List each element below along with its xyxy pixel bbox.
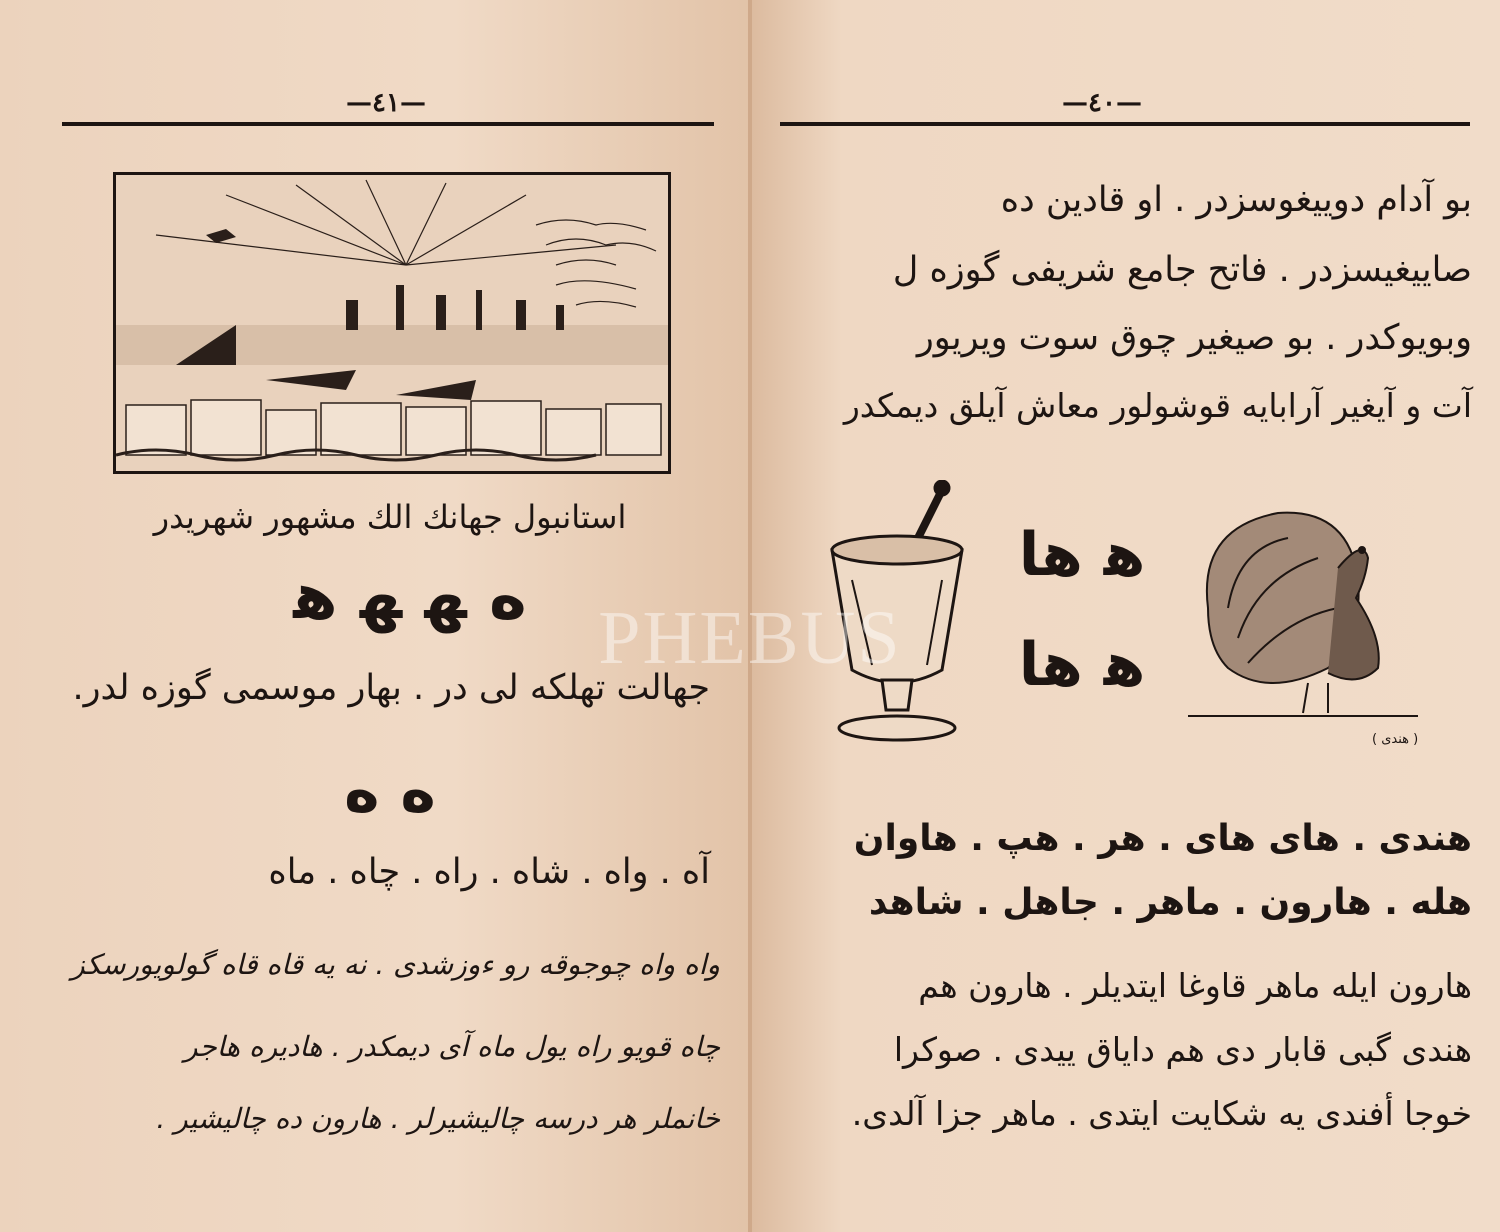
- letter-forms-top: ﻫ ﻫﺎ: [1018, 520, 1146, 590]
- page-number: —٤٠—: [1062, 88, 1142, 118]
- text-line: وبويوكدر . بو صيغير چوق سوت ويريور: [916, 318, 1472, 358]
- handwriting-line: چاه قويو راه يول ماه آى ديمكدر . هاديره هاجر: [184, 1030, 720, 1063]
- handwriting-line: واه واه چوجوقه رو ءوزشدى . نه يه قاه قاه گولويورسكز: [71, 948, 720, 981]
- page-number: —٤١—: [346, 88, 426, 118]
- handwriting-line: خانملر هر درسه چاليشيرلر . هارون ده چاليشير .: [156, 1102, 720, 1135]
- turkey-icon: [1188, 498, 1418, 723]
- istanbul-skyline-icon: [116, 175, 668, 471]
- text-line: خوجا أفندى يه شكايت ايتدى . ماهر جزا آلدى.: [851, 1094, 1472, 1133]
- text-line: هارون ايله ماهر قاوغا ايتديلر . هارون هم: [918, 966, 1472, 1005]
- word-row: هندى . هاى هاى . هر . هپ . هاوان: [853, 818, 1472, 859]
- text-line: صاييغيسزدر . فاتح جامع شريفى گوزه ل: [892, 250, 1472, 290]
- sentence-line: جهالت تهلكه لى در . بهار موسمى گوزه لدر.: [72, 668, 710, 708]
- header-rule: [780, 122, 1470, 126]
- letter-forms-row-1: ه ﻬ ﻬ ﻫ: [293, 560, 527, 634]
- text-line: آت و آيغير آرابايه قوشولور معاش آيلق ديمكدر: [843, 386, 1472, 425]
- istanbul-engraving: [113, 172, 671, 474]
- text-line: هندى گبى قابار دى هم داياق ييدى . صوكرا: [893, 1030, 1472, 1069]
- word-row: آه . واه . شاه . راه . چاه . ماه: [268, 852, 710, 892]
- turkey-label: ( هندى ): [1372, 732, 1419, 747]
- letter-forms-row-2: ه ه: [344, 756, 436, 826]
- header-rule: [62, 122, 714, 126]
- word-row: هله . هارون . ماهر . جاهل . شاهد: [868, 882, 1472, 923]
- watermark: PHEBUS: [598, 596, 902, 680]
- engraving-caption: استانبول جهانك الك مشهور شهريدر: [153, 498, 627, 536]
- letter-forms-bottom: ﻫ ﻫﺎ: [1018, 630, 1146, 700]
- text-line: بو آدام دوييغوسزدر . او قادين ده: [1000, 180, 1472, 220]
